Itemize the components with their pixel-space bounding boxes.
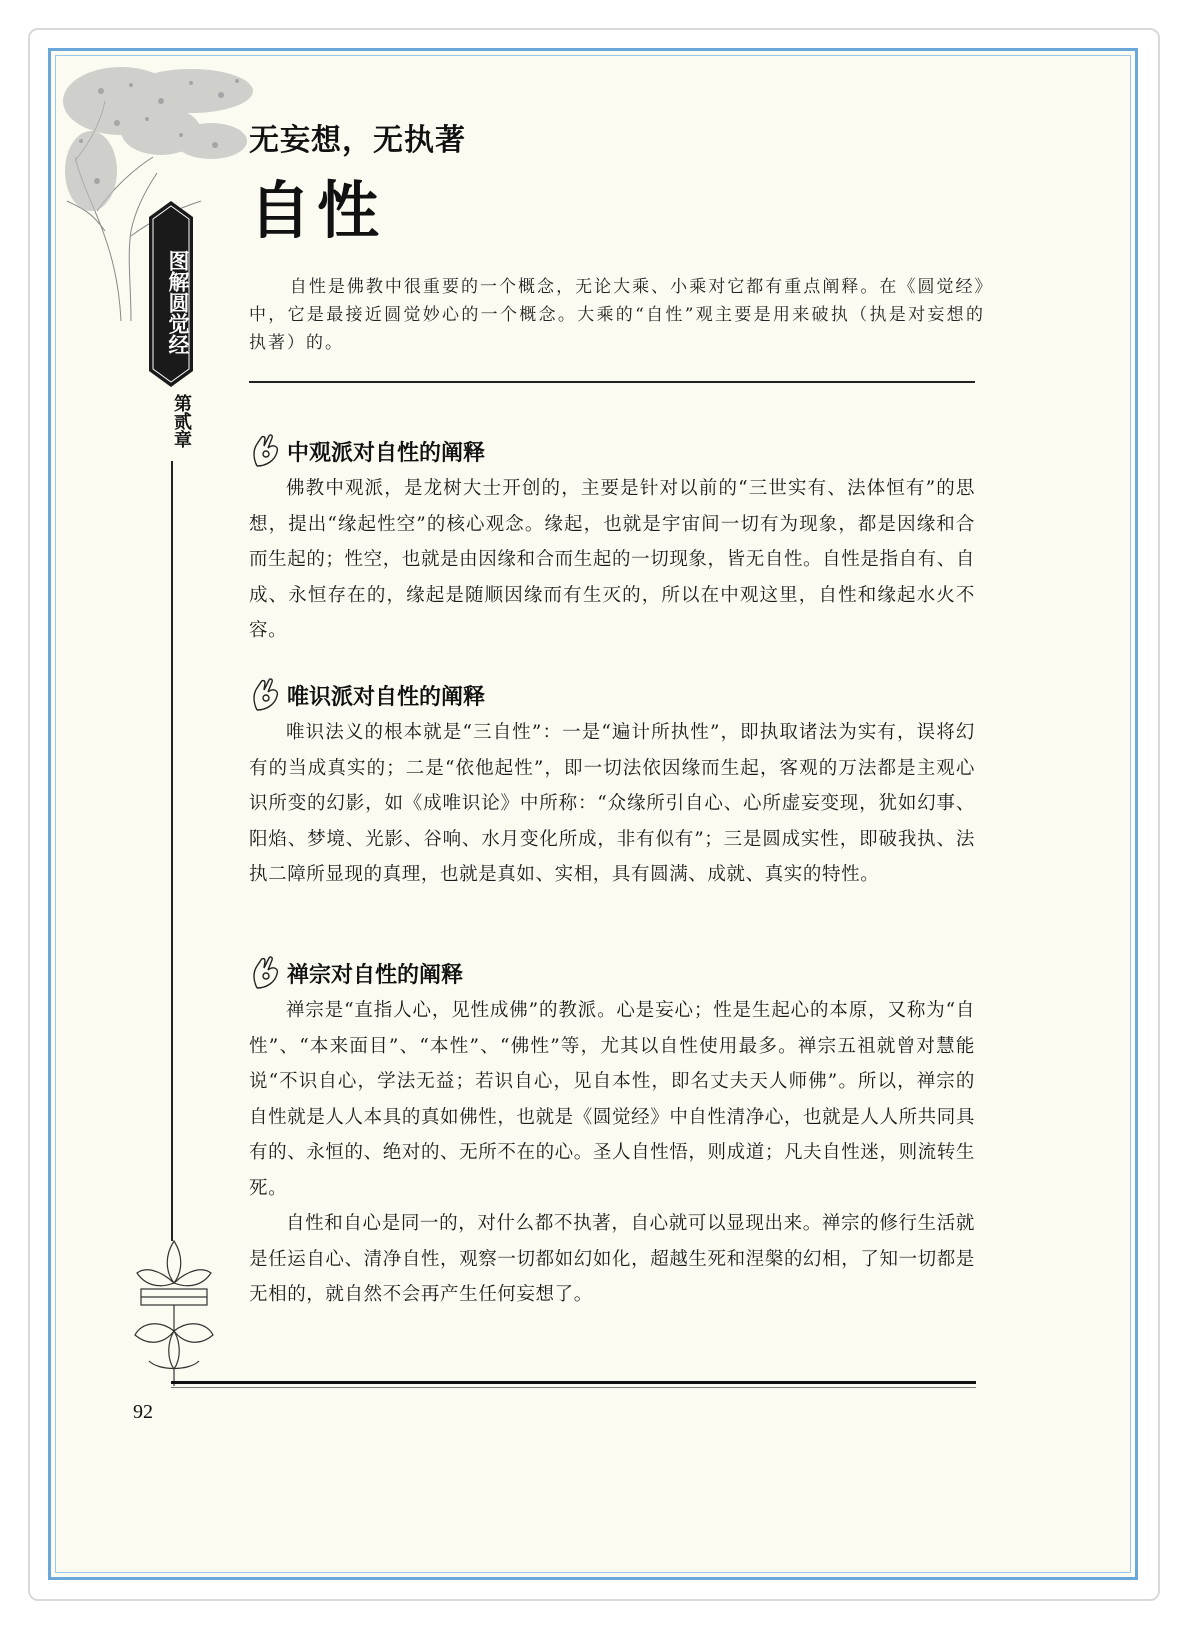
hand-mudra-icon <box>249 432 283 470</box>
intro-text: 自性是佛教中很重要的一个概念，无论大乘、小乘对它都有重点阐释。在《圆觉经》中，它是最接近圆觉妙心的一个概念。大乘的“自性”观主要是用来破执（执是对妄想的执著）的。 <box>249 277 985 353</box>
section-title: 禅宗对自性的阐释 <box>287 962 464 988</box>
page-subtitle: 无妄想，无执著 <box>249 123 466 158</box>
section-paragraph: 自性和自心是同一的，对什么都不执著，自心就可以显现出来。禅宗的修行生活就是任运自心、清净自性，观察一切都如幻如化，超越生死和涅槃的幻相，了知一切都是无相的，就自然不会再产生任何妄想了。 <box>249 1213 975 1305</box>
section-title: 唯识派对自性的阐释 <box>287 684 486 710</box>
section-paragraph: 禅宗是“直指人心，见性成佛”的教派。心是妄心；性是生起心的本原，又称为“自性”、“本来面目”、“本性”、“佛性”等，尤其以自性使用最多。禅宗五祖就曾对慧能说“不识自心，学法无益；若识自心，见自本性，即名丈夫天人师佛”。所以，禅宗的自性就是人人本具的真如佛性，也就是《圆觉经》中自性清净心，也就是人人所共同具有的、永恒的、绝对的、无所不在的心。圣人自性悟，则成道；凡夫自性迷，则流转生死。 <box>249 1000 975 1199</box>
section-heading <box>249 953 975 993</box>
section-heading <box>249 431 975 471</box>
side-vertical-line <box>171 461 173 1241</box>
section-yogacara <box>249 675 975 893</box>
lotus-ornament <box>129 1231 219 1386</box>
section-title: 中观派对自性的阐释 <box>287 440 486 466</box>
footer-divider <box>171 1381 976 1384</box>
hand-mudra-icon <box>249 954 283 992</box>
intro-paragraph <box>249 273 985 357</box>
side-tab-chapter-label: 第贰章 <box>171 394 192 448</box>
section-paragraph: 唯识法义的根本就是“三自性”：一是“遍计所执性”，即执取诸法为实有，误将幻有的当成真实的；二是“依他起性”，即一切法依因缘而生起，客观的万法都是主观心识所变的幻影，如《成唯识论》中所称：“众缘所引自心、心所虚妄变现，犹如幻事、阳焰、梦境、光影、谷响、水月变化所成，非有似有”；三是圆成实性，即破我执、法执二障所显现的真理，也就是真如、实相，具有圆满、成就、真实的特性。 <box>249 722 975 885</box>
side-tab-book-title: 图解圆觉经 <box>166 249 190 355</box>
section-chan <box>249 953 975 1313</box>
header-divider <box>249 381 975 383</box>
section-paragraph: 佛教中观派，是龙树大士开创的，主要是针对以前的“三世实有、法体恒有”的思想，提出“缘起性空”的核心观念。缘起，也就是宇宙间一切有为现象，都是因缘和合而生起的；性空，也就是由因缘和合而生起的一切现象，皆无自性。自性是指自有、自成、永恒存在的，缘起是随顺因缘而有生灭的，所以在中观这里，自性和缘起水火不容。 <box>249 478 975 641</box>
page-title: 自性 <box>249 174 386 247</box>
section-madhyamaka <box>249 431 975 649</box>
book-page <box>48 48 1138 1580</box>
section-heading <box>249 675 975 715</box>
hand-mudra-icon <box>249 676 283 714</box>
footer-divider-thin <box>171 1387 976 1388</box>
page-number: 92 <box>133 1401 153 1423</box>
